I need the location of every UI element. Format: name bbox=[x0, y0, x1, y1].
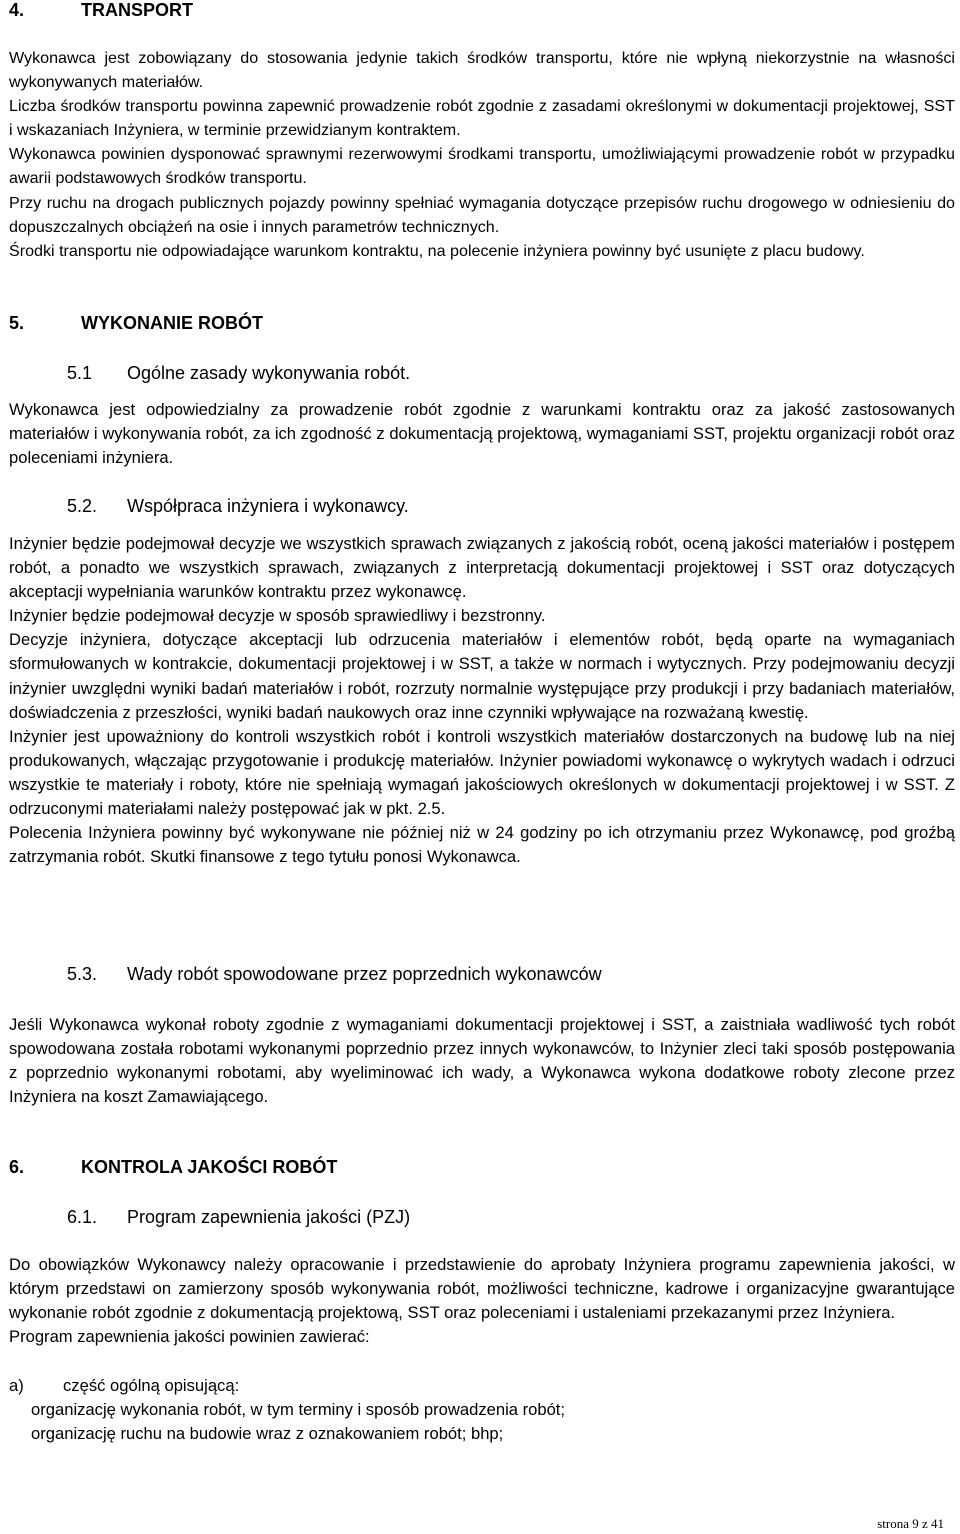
section-5-heading bbox=[9, 313, 263, 334]
paragraph: Środki transportu nie odpowiadające warunkom kontraktu, na polecenie inżyniera powinny być usunięte z placu budowy. bbox=[9, 241, 865, 260]
paragraph: Decyzje inżyniera, dotyczące akceptacji lub odrzucenia materiałów i elementów robót, będą oparte na wymaganiach sformułowanych w kontrakcie, dokumentacji projektowej i w SST, a także w normach i wytycznych. Przy podejmowaniu decyzji inżynier uwzględni wyniki badań materiałów i robót, rozrzuty normalnie występujące przy produkcji i przy badaniach materiałów, doświadczenia z przeszłości, wyniki badań naukowych oraz inne czynniki wpływające na rozważaną kwestię. bbox=[9, 630, 955, 722]
list-marker: a) bbox=[9, 1376, 24, 1395]
subsection-5-3-heading bbox=[67, 964, 602, 985]
subsection-number: 5.2. bbox=[67, 496, 98, 516]
subsection-6-1-body bbox=[9, 1253, 955, 1349]
paragraph: Wykonawca jest zobowiązany do stosowania jedynie takich środków transportu, które nie wpłyną niekorzystnie na własności wykonywanych materiałów. bbox=[9, 49, 955, 92]
paragraph: Inżynier jest upoważniony do kontroli wszystkich robót i kontroli wszystkich materiałów dostarczonych na budowę lub na niej produkowanych, włączając przygotowanie i produkcję materiałów. Inżynier powiadomi wykonawcę o wykrytych wadach i odrzuci wszystkie te materiały i roboty, które nie spełniają wymagań jakościowych określonych w dokumentacji projektowej i w SST. Z odrzuconymi materiałami należy postępować jak w pkt. 2.5. bbox=[9, 726, 955, 819]
subsection-title: Współpraca inżyniera i wykonawcy. bbox=[127, 496, 409, 516]
subsection-number: 5.3. bbox=[67, 964, 98, 984]
page-number: strona 9 z 41 bbox=[877, 1516, 944, 1531]
sub-list-item: organizację ruchu na budowie wraz z oznakowaniem robót; bhp; bbox=[31, 1424, 504, 1443]
subsection-title: Ogólne zasady wykonywania robót. bbox=[127, 363, 411, 383]
section-4-body bbox=[9, 46, 955, 263]
paragraph: Inżynier będzie podejmował decyzje we wszystkich sprawach związanych z jakością robót, oceną jakości materiałów i postępem robót, a ponadto we wszystkich sprawach, związanych z interpretacją dokumentacji projektowej i SST oraz dotyczących akceptacji wypełniania warunków kontraktu przez wykonawcę. bbox=[9, 534, 955, 602]
section-title: WYKONANIE ROBÓT bbox=[81, 313, 263, 333]
subsection-6-1-heading bbox=[67, 1207, 410, 1228]
section-number: 4. bbox=[9, 0, 25, 20]
subsection-5-1-heading bbox=[67, 363, 410, 384]
subsection-5-2-heading bbox=[67, 496, 409, 517]
paragraph: Inżynier będzie podejmował decyzje w sposób sprawiedliwy i bezstronny. bbox=[9, 606, 546, 626]
paragraph: Liczba środków transportu powinna zapewnić prowadzenie robót zgodnie z zasadami określonymi w dokumentacji projektowej, SST i wskazaniach Inżyniera, w terminie przewidzianym kontraktem. bbox=[9, 97, 955, 140]
list-item-text: część ogólną opisującą: bbox=[63, 1376, 240, 1395]
paragraph: Wykonawca powinien dysponować sprawnymi rezerwowymi środkami transportu, umożliwiającymi prowadzenie robót w przypadku awarii podstawowych środków transportu. bbox=[9, 145, 955, 188]
paragraph: Jeśli Wykonawca wykonał roboty zgodnie z wymaganiami dokumentacji projektowej i SST, a zaistniała wadliwość tych robót spowodowana została robotami wykonanymi poprzednio przez innych wykonawców, to Inżynier zleci taki sposób postępowania z poprzednio wykonanymi robotami, aby wyeliminować ich wady, a Wykonawca wykona dodatkowe roboty zlecone przez Inżyniera na koszt Zamawiającego. bbox=[9, 1015, 955, 1107]
section-number: 6. bbox=[9, 1157, 25, 1177]
paragraph: Do obowiązków Wykonawcy należy opracowanie i przedstawienie do aprobaty Inżyniera programu zapewnienia jakości, w którym przedstawi on zamierzony sposób wykonywania robót, możliwości techniczne, kadrowe i organizacyjne gwarantujące wykonanie robót zgodnie z dokumentacją projektową, SST oraz poleceniami i ustaleniami przekazanymi przez Inżyniera. bbox=[9, 1255, 955, 1323]
paragraph: Przy ruchu na drogach publicznych pojazdy powinny spełniać wymagania dotyczące przepisów ruchu drogowego w odniesieniu do dopuszczalnych obciążeń na osie i innych parametrów technicznych. bbox=[9, 193, 955, 236]
section-title: KONTROLA JAKOŚCI ROBÓT bbox=[81, 1157, 338, 1177]
paragraph: Wykonawca jest odpowiedzialny za prowadzenie robót zgodnie z warunkami kontraktu oraz za jakość zastosowanych materiałów i wykonywania robót, za ich zgodność z dokumentacją projektową, wymaganiami SST, projektu organizacji robót oraz poleceniami inżyniera. bbox=[9, 400, 955, 468]
subsection-5-2-body bbox=[9, 532, 955, 869]
section-title: TRANSPORT bbox=[81, 0, 193, 20]
sub-list-item: organizację wykonania robót, w tym terminy i sposób prowadzenia robót; bbox=[31, 1400, 566, 1419]
section-4-heading bbox=[9, 0, 193, 21]
subsection-number: 5.1 bbox=[67, 363, 93, 383]
subsection-5-1-body bbox=[9, 398, 955, 470]
section-number: 5. bbox=[9, 313, 25, 333]
subsection-number: 6.1. bbox=[67, 1207, 98, 1227]
paragraph: Polecenia Inżyniera powinny być wykonywane nie później niż w 24 godziny po ich otrzymaniu przez Wykonawcę, pod groźbą zatrzymania robót. Skutki finansowe z tego tytułu ponosi Wykonawca. bbox=[9, 823, 955, 867]
subsection-title: Program zapewnienia jakości (PZJ) bbox=[127, 1207, 411, 1227]
subsection-title: Wady robót spowodowane przez poprzednich wykonawców bbox=[127, 964, 602, 984]
section-6-heading bbox=[9, 1157, 337, 1178]
subsection-5-3-body bbox=[9, 1013, 955, 1109]
paragraph: Program zapewnienia jakości powinien zawierać: bbox=[9, 1327, 370, 1347]
list-item bbox=[9, 1374, 239, 1398]
